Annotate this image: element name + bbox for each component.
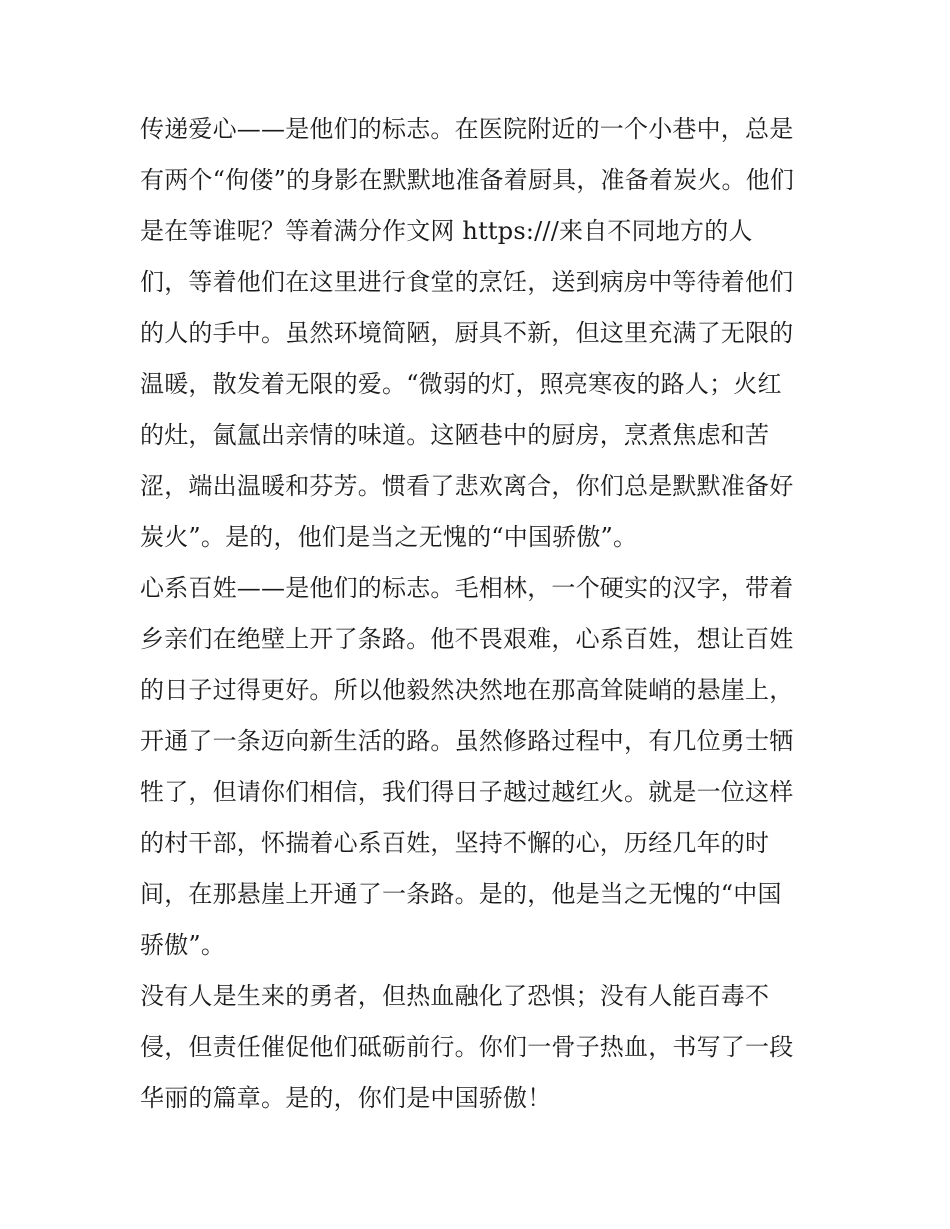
text-line: 间，在那悬崖上开通了一条路。是的，他是当之无愧的“中国 [140,880,782,908]
text-line: 牲了，但请你们相信，我们得日子越过越红火。就是一位这样 [140,778,794,806]
text-line: 有两个“佝偻”的身影在默默地准备着厨具，准备着炭火。他们 [140,166,795,194]
text-line: 乡亲们在绝壁上开了条路。他不畏艰难，心系百姓，想让百姓 [140,625,794,653]
text-line: 骄傲”。 [140,931,226,959]
text-line: 的人的手中。虽然环境简陋，厨具不新，但这里充满了无限的 [140,319,794,347]
paragraph-1 [140,104,820,563]
text-line: 没有人是生来的勇者，但热血融化了恐惧；没有人能百毒不 [140,982,770,1010]
text-line: 涩，端出温暖和芬芳。惯看了悲欢离合，你们总是默默准备好 [140,472,794,500]
text-line: 传递爱心——是他们的标志。在医院附近的一个小巷中，总是 [140,115,794,143]
text-line: 的日子过得更好。所以他毅然决然地在那高耸陡峭的悬崖上， [140,676,794,704]
text-line: 开通了一条迈向新生活的路。虽然修路过程中，有几位勇士牺 [140,727,794,755]
text-line: 温暖，散发着无限的爱。“微弱的灯，照亮寒夜的路人；火红 [140,370,782,398]
text-line: 的灶，氤氲出亲情的味道。这陋巷中的厨房，烹煮焦虑和苦 [140,421,770,449]
text-line: 的村干部，怀揣着心系百姓，坚持不懈的心，历经几年的时 [140,829,770,857]
paragraph-2 [140,563,820,971]
text-line: 心系百姓——是他们的标志。毛相林，一个硬实的汉字，带着 [140,574,794,602]
text-line: 是在等谁呢？等着满分作文网 https:///来自不同地方的人 [140,217,753,245]
document-body [140,104,820,1124]
text-line: 华丽的篇章。是的，你们是中国骄傲！ [140,1084,552,1112]
text-line: 侵，但责任催促他们砥砺前行。你们一骨子热血，书写了一段 [140,1033,794,1061]
text-line: 们，等着他们在这里进行食堂的烹饪，送到病房中等待着他们 [140,268,794,296]
text-line: 炭火”。是的，他们是当之无愧的“中国骄傲”。 [140,523,638,551]
paragraph-3 [140,971,820,1124]
